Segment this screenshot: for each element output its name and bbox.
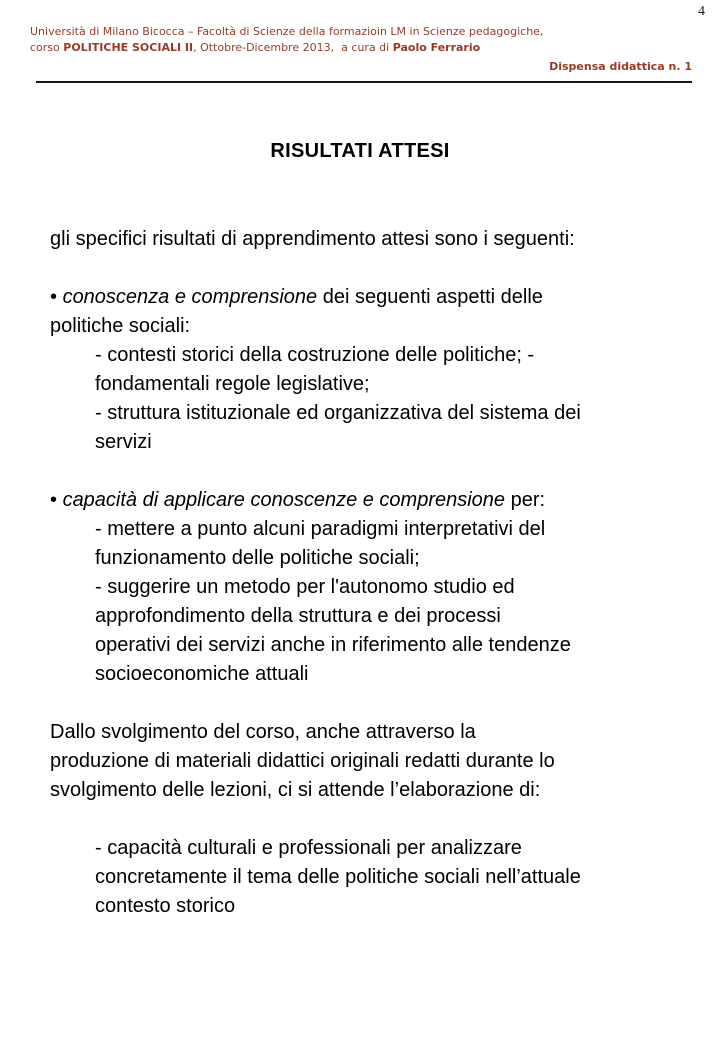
text-segment: Paolo Ferrario <box>392 41 481 54</box>
text-line <box>50 602 715 631</box>
text-line <box>50 486 715 515</box>
text-line <box>50 341 715 370</box>
page-title: RISULTATI ATTESI <box>270 140 450 162</box>
page-number: 4 <box>698 4 705 19</box>
text-line <box>50 370 715 399</box>
text-segment: - struttura istituzionale ed organizzativa del sistema dei <box>95 402 581 424</box>
text-segment: svolgimento delle lezioni, ci si attende l’elaborazione di: <box>50 779 541 801</box>
text-line <box>50 660 715 689</box>
header-rule <box>36 81 692 83</box>
text-segment: Dallo svolgimento del corso, anche attraverso la <box>50 721 476 743</box>
text-segment: • <box>50 489 63 511</box>
text-segment: conoscenza e comprensione <box>62 286 318 308</box>
text-line <box>50 544 715 573</box>
text-segment: , Ottobre-Dicembre 2013, a cura di <box>193 41 393 54</box>
text-segment: contesto storico <box>95 895 236 917</box>
paragraph <box>50 283 715 457</box>
text-line <box>50 863 715 892</box>
text-line <box>50 747 715 776</box>
text-segment: capacità di applicare conoscenze e comprensione <box>62 489 506 511</box>
text-segment: corso <box>30 41 64 54</box>
paragraph <box>50 486 715 689</box>
text-segment: POLITICHE SOCIALI II <box>63 41 194 54</box>
text-line <box>50 573 715 602</box>
text-segment: concretamente il tema delle politiche sociali nell’attuale <box>95 866 581 888</box>
text-line <box>50 225 715 254</box>
text-segment: • <box>50 286 63 308</box>
header-edition: Dispensa didattica n. 1 <box>549 60 692 73</box>
text-segment: produzione di materiali didattici originali redatti durante lo <box>50 750 555 772</box>
text-segment: - capacità culturali e professionali per analizzare <box>95 837 522 859</box>
text-line <box>50 399 715 428</box>
text-segment: - mettere a punto alcuni paradigmi interpretativi del <box>95 518 546 540</box>
text-line <box>50 892 715 921</box>
paragraph <box>50 718 715 805</box>
text-line <box>50 312 715 341</box>
text-line <box>50 834 715 863</box>
header-line-1: Università di Milano Bicocca – Facoltà di Scienze della formazioin LM in Scienze pedagogiche, <box>30 25 544 38</box>
text-segment: socioeconomiche attuali <box>95 663 309 685</box>
header <box>30 24 692 75</box>
text-line <box>50 718 715 747</box>
text-segment: dei seguenti aspetti delle <box>317 286 543 308</box>
text-segment: approfondimento della struttura e dei processi <box>95 605 501 627</box>
text-segment: - contesti storici della costruzione delle politiche; - <box>95 344 535 366</box>
text-segment: funzionamento delle politiche sociali; <box>95 547 420 569</box>
text-segment: - suggerire un metodo per l'autonomo studio ed <box>95 576 515 598</box>
text-segment: politiche sociali: <box>50 315 191 337</box>
text-line <box>50 283 715 312</box>
text-segment: servizi <box>95 431 152 453</box>
body-text <box>50 225 715 950</box>
paragraph <box>50 834 715 921</box>
paragraph <box>50 225 715 254</box>
text-line <box>50 776 715 805</box>
text-line <box>50 515 715 544</box>
text-line <box>50 631 715 660</box>
text-segment: per: <box>505 489 546 511</box>
text-segment: gli specifici risultati di apprendimento attesi sono i seguenti: <box>50 228 575 250</box>
header-line-2 <box>30 40 692 56</box>
text-segment: operativi dei servizi anche in riferimento alle tendenze <box>95 634 571 656</box>
text-segment: fondamentali regole legislative; <box>95 373 370 395</box>
text-line <box>50 428 715 457</box>
